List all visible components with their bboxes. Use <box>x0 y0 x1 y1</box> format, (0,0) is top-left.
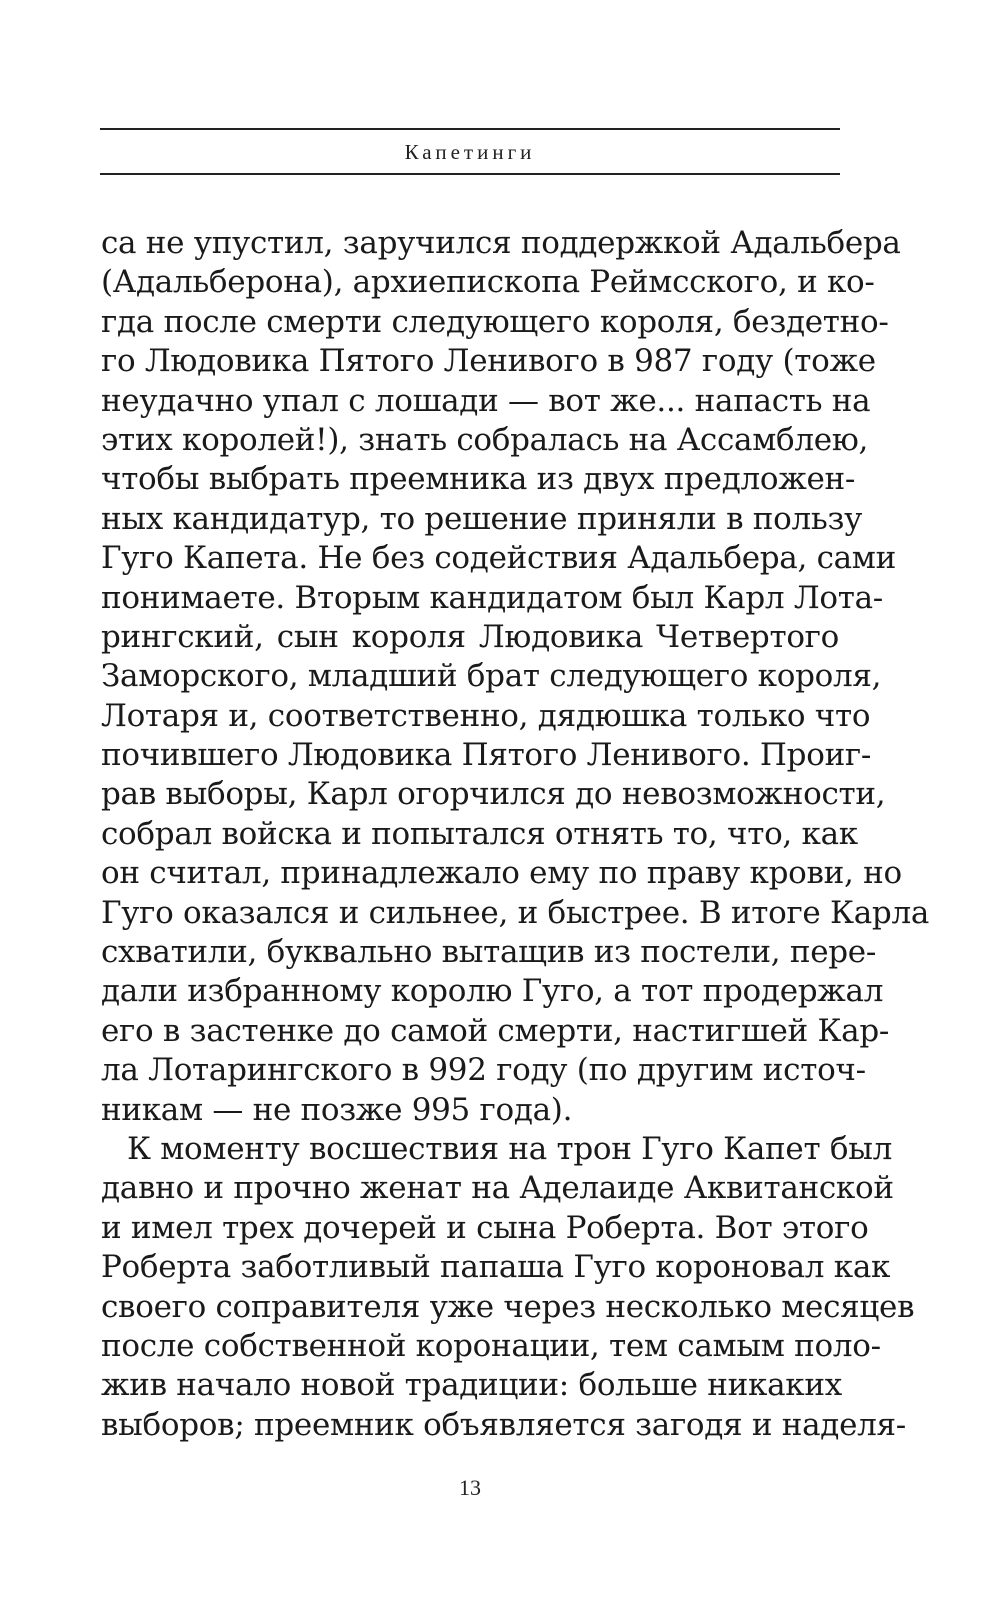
text-line: рав выборы, Карл огорчился до невозможности, <box>101 776 886 813</box>
text-line: дали избранному королю Гуго, а тот продержал <box>101 973 884 1010</box>
text-line: почившего Людовика Пятого Ленивого. Проиг- <box>101 737 872 774</box>
header-rule-top <box>100 128 840 130</box>
text-line: ла Лотарингского в 992 году (по другим источ- <box>101 1052 866 1089</box>
text-line: и имел трех дочерей и сына Роберта. Вот этого <box>101 1209 869 1246</box>
text-line: жив начало новой традиции: больше никаких <box>101 1367 842 1404</box>
text-line: неудачно упал с лошади — вот же... напасть на <box>101 382 871 419</box>
text-line: Гуго оказался и сильнее, и быстрее. В итоге Карла <box>101 894 930 931</box>
text-line: выборов; преемник объявляется загодя и наделя- <box>101 1406 906 1443</box>
text-line: гда после смерти следующего короля, бездетно- <box>101 303 889 340</box>
running-title: Капетинги <box>404 140 536 164</box>
text-line: своего соправителя уже через несколько месяцев <box>101 1288 915 1325</box>
text-line: рингский, сын короля Людовика Четвертого <box>101 618 839 655</box>
text-line: давно и прочно женат на Аделаиде Аквитанской <box>101 1170 894 1207</box>
text-line: К моменту восшествия на трон Гуго Капет был <box>127 1130 892 1167</box>
text-line: Заморского, младший брат следующего короля, <box>101 658 882 695</box>
text-line: схватили, буквально вытащив из постели, пере- <box>101 934 877 971</box>
text-line: ных кандидатур, то решение приняли в пользу <box>101 500 863 537</box>
text-line: собрал войска и попытался отнять то, что, как <box>101 815 858 852</box>
text-line: чтобы выбрать преемника из двух предложен- <box>101 461 856 498</box>
text-line: его в застенке до самой смерти, настигшей Кар- <box>101 1012 890 1049</box>
header-rule-bottom <box>100 173 840 175</box>
text-line: (Адальберона), архиепископа Реймсского, и ко- <box>101 264 875 301</box>
text-line: он считал, принадлежало ему по праву крови, но <box>101 855 902 892</box>
text-line: Гуго Капета. Не без содействия Адальбера, сами <box>101 540 896 577</box>
text-line: после собственной коронации, тем самым поло- <box>101 1327 881 1364</box>
text-line: понимаете. Вторым кандидатом был Карл Лота- <box>101 579 883 616</box>
body-text <box>101 224 930 1445</box>
text-line: го Людовика Пятого Ленивого в 987 году (тоже <box>101 343 876 380</box>
text-line: Лотаря и, соответственно, дядюшка только что <box>101 697 871 734</box>
text-line: этих королей!), знать собралась на Ассамблею, <box>101 421 869 458</box>
text-line: Роберта заботливый папаша Гуго короновал как <box>101 1249 891 1286</box>
page-number: 13 <box>459 1475 481 1500</box>
text-line: никам — не позже 995 года). <box>101 1091 573 1128</box>
text-line: са не упустил, заручился поддержкой Адальбера <box>101 225 901 261</box>
